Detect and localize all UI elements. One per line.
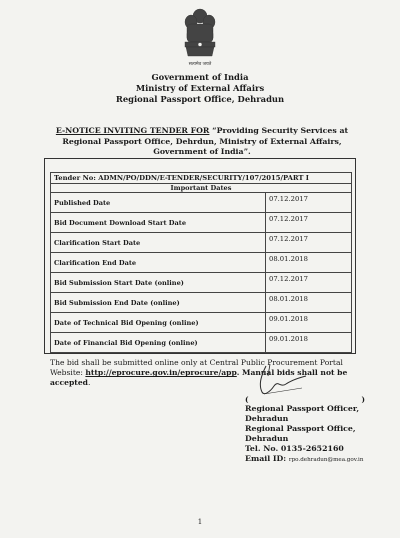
table-row [51, 233, 352, 253]
email-address[interactable]: rpo.dehradun@mea.gov.in [288, 457, 364, 463]
notice-text: “Providing Security Services at Regional Passport Office, Dehrdun, Ministry of External Affairs, Government of India”. [62, 126, 349, 156]
row-value: 07.12.2017 [266, 233, 352, 253]
row-label: Published Date [51, 193, 266, 213]
signature-parentheses [245, 395, 365, 404]
tender-number: Tender No: ADMN/PO/DDN/E-TENDER/SECURITY/107/2015/PART I [51, 173, 352, 184]
row-value: 08.01.2018 [266, 293, 352, 313]
national-emblem [178, 6, 222, 68]
header-government: Government of India [151, 72, 249, 82]
website-label: Website: [50, 368, 86, 378]
notice-title [52, 126, 352, 158]
row-label: Bid Document Download Start Date [51, 213, 266, 233]
header-office: Regional Passport Office, Dehradun [115, 94, 285, 104]
row-value: 07.12.2017 [266, 213, 352, 233]
table-subheading: Important Dates [51, 184, 352, 193]
table-row [51, 333, 352, 353]
lion-capital-icon [178, 6, 222, 68]
row-value: 09.01.2018 [266, 333, 352, 353]
row-value: 07.12.2017 [266, 273, 352, 293]
important-dates-table [50, 172, 352, 353]
signatory-title: Regional Passport Officer, [245, 404, 360, 413]
signatory-telephone: Tel. No. 0135-2652160 [245, 444, 344, 453]
row-value: 08.01.2018 [266, 253, 352, 273]
row-label: Bid Submission Start Date (online) [51, 273, 266, 293]
office-header [0, 72, 400, 105]
notice-prefix: E-NOTICE INVITING TENDER FOR [55, 126, 210, 135]
signatory-email-row [245, 454, 395, 465]
table-row [51, 273, 352, 293]
header-ministry: Ministry of External Affairs [135, 83, 265, 93]
table-row [51, 213, 352, 233]
eprocure-link[interactable]: http://eprocure.gov.in/eprocure/app [85, 368, 237, 378]
signatory-block [245, 404, 395, 465]
emblem-caption: सत्यमेव जयते [188, 62, 212, 67]
row-label: Date of Technical Bid Opening (online) [51, 313, 266, 333]
row-value: 09.01.2018 [266, 313, 352, 333]
table-row [51, 313, 352, 333]
page-number: 1 [197, 518, 203, 526]
row-label: Date of Financial Bid Opening (online) [51, 333, 266, 353]
signatory-office-city: Dehradun [245, 434, 289, 443]
signatory-city: Dehradun [245, 414, 289, 423]
table-row [51, 193, 352, 213]
tender-number-row [51, 173, 352, 184]
table-row [51, 293, 352, 313]
submission-note [50, 358, 360, 389]
table-subheading-row [51, 184, 352, 193]
signatory-office: Regional Passport Office, [245, 424, 356, 433]
note-end: . [87, 378, 91, 388]
close-paren: ) [361, 395, 365, 404]
manual-bids-note: . Manual bids shall not be accepted [50, 368, 348, 388]
row-label: Clarification End Date [51, 253, 266, 273]
table-row [51, 253, 352, 273]
open-paren: ( [245, 395, 249, 404]
row-value: 07.12.2017 [266, 193, 352, 213]
row-label: Bid Submission End Date (online) [51, 293, 266, 313]
email-label: Email ID: [245, 454, 289, 463]
row-label: Clarification Start Date [51, 233, 266, 253]
submission-line: The bid shall be submitted online only at Central Public Procurement Portal [50, 358, 343, 367]
